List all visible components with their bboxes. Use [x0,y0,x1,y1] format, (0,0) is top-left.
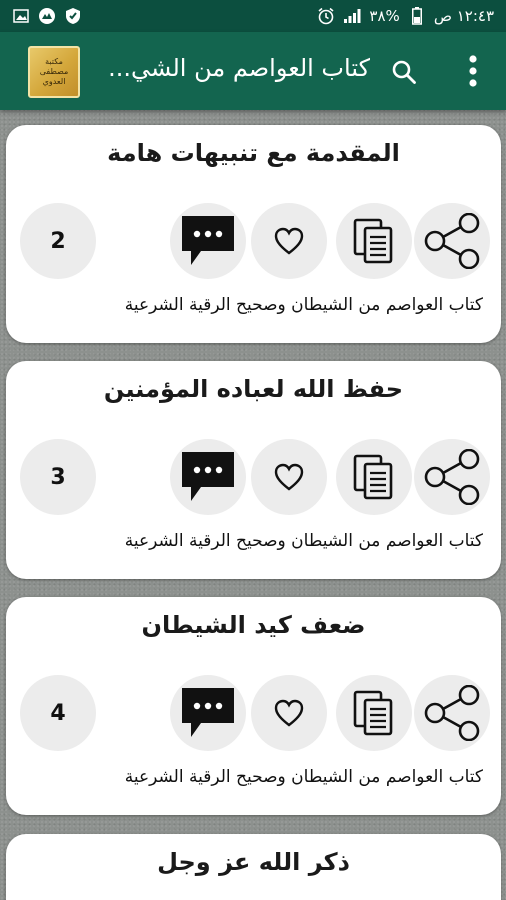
copy-icon [351,216,397,266]
chapter-number: 3 [20,439,96,515]
alarm-icon [317,7,335,25]
search-icon [391,59,417,85]
chapter-title: ذكر الله عز وجل [157,848,350,876]
share-button[interactable] [414,439,490,515]
status-left [12,7,82,25]
chapter-number: 2 [20,203,96,279]
comment-icon [179,685,237,741]
chapter-title: حفظ الله لعباده المؤمنين [103,375,404,403]
search-button[interactable] [386,54,422,90]
chapter-book-title: كتاب العواصم من الشيطان وصحيح الرقية الشرعية [124,531,483,551]
battery-icon [408,7,426,25]
app-notification-icon [38,7,56,25]
copy-button[interactable] [336,675,412,751]
clock: ١٢:٤٣ ص [433,7,494,25]
logo-text-line1: مكتبة [45,57,63,66]
more-vert-icon [468,54,478,88]
heart-icon [274,227,304,255]
chapter-book-title: كتاب العواصم من الشيطان وصحيح الرقية الشرعية [124,767,483,787]
chapter-card[interactable] [6,361,501,579]
battery-percent: ٣٨% [369,7,400,25]
comment-button[interactable] [170,203,246,279]
shield-icon [64,7,82,25]
share-button[interactable] [414,675,490,751]
logo-text-line2: مصطفى العدوي [39,67,69,86]
overflow-menu-button[interactable] [458,51,488,91]
chapter-title: ضعف كيد الشيطان [141,611,366,639]
copy-button[interactable] [336,203,412,279]
heart-icon [274,463,304,491]
chapter-title: المقدمة مع تنبيهات هامة [107,139,400,167]
status-bar [0,0,506,32]
chapter-card[interactable] [6,834,501,900]
chapter-card[interactable] [6,597,501,815]
status-right [317,7,494,25]
chapter-card[interactable] [6,125,501,343]
comment-button[interactable] [170,439,246,515]
signal-icon [343,7,361,25]
share-icon [422,213,482,269]
chapter-book-title: كتاب العواصم من الشيطان وصحيح الرقية الشرعية [124,295,483,315]
gallery-icon [12,7,30,25]
favorite-button[interactable] [251,203,327,279]
app-title: كتاب العواصم من الشي... [108,54,370,82]
app-logo[interactable] [28,46,80,98]
comment-button[interactable] [170,675,246,751]
share-button[interactable] [414,203,490,279]
share-icon [422,449,482,505]
comment-icon [179,213,237,269]
favorite-button[interactable] [251,675,327,751]
app-bar [0,32,506,110]
copy-button[interactable] [336,439,412,515]
favorite-button[interactable] [251,439,327,515]
heart-icon [274,699,304,727]
share-icon [422,685,482,741]
copy-icon [351,688,397,738]
chapter-number: 4 [20,675,96,751]
copy-icon [351,452,397,502]
comment-icon [179,449,237,505]
